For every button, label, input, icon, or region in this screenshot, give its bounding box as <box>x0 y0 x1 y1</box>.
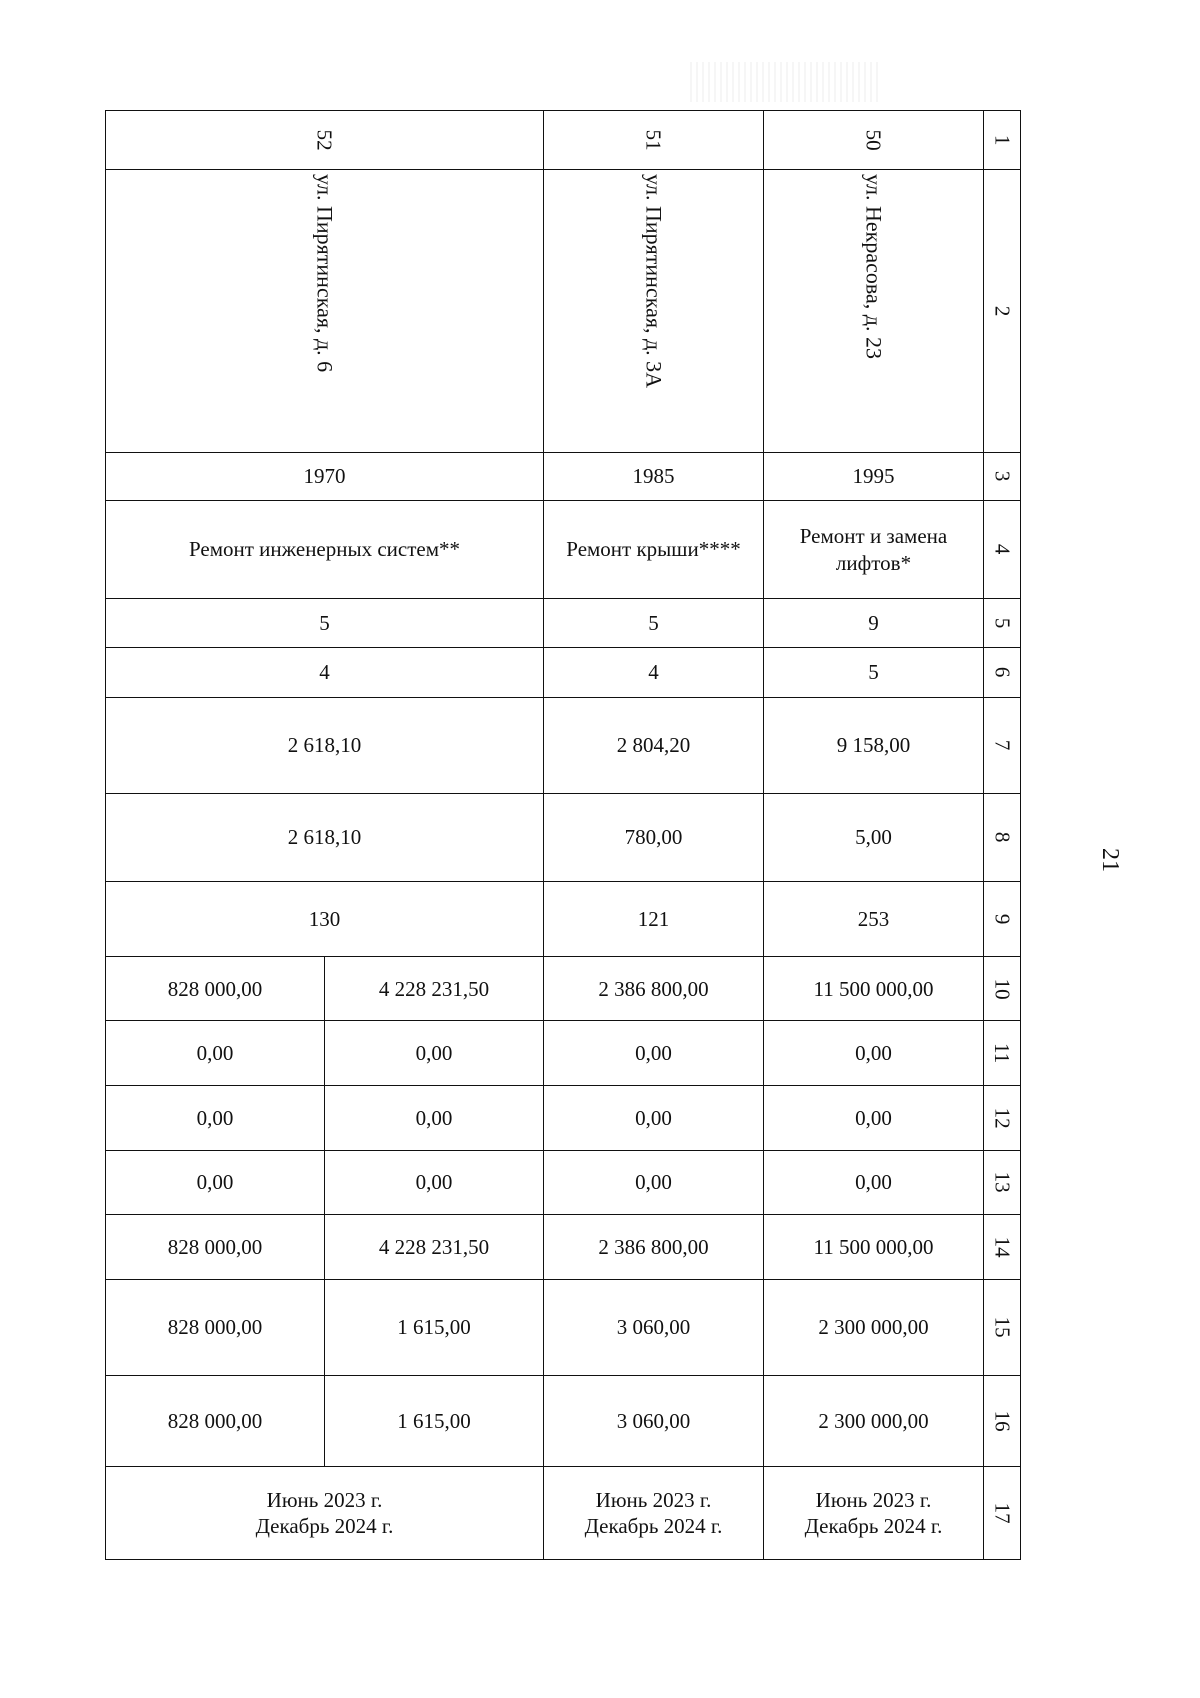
record-52-entrances: 4 <box>106 648 544 697</box>
table-row-16 <box>106 1376 1021 1467</box>
record-50-area-total: 9 158,00 <box>764 697 984 793</box>
record-51-col12: 0,00 <box>544 1086 764 1151</box>
record-52-col16-b: 1 615,00 <box>325 1376 544 1467</box>
column-number-17: 17 <box>984 1467 1021 1560</box>
record-51-year: 1985 <box>544 452 764 500</box>
page-number: 21 <box>1097 848 1123 872</box>
table-row-3 <box>106 452 1021 500</box>
record-50-work-line1: Ремонт и замена <box>799 524 948 549</box>
record-52-col12-a: 0,00 <box>106 1086 325 1151</box>
table-row-15 <box>106 1279 1021 1376</box>
table-row-8 <box>106 793 1021 882</box>
record-52-col13-b: 0,00 <box>325 1150 544 1215</box>
record-51-period-end: Декабрь 2024 г. <box>584 1514 723 1539</box>
record-51-col16: 3 060,00 <box>544 1376 764 1467</box>
record-52-period-end: Декабрь 2024 г. <box>255 1514 394 1539</box>
record-50-address: ул. Некрасова, д. 23 <box>764 170 984 452</box>
record-51-work-type: Ремонт крыши**** <box>544 501 764 599</box>
column-number-12: 12 <box>984 1086 1021 1151</box>
record-50-col16: 2 300 000,00 <box>764 1376 984 1467</box>
record-50-work-line2: лифтов* <box>835 550 912 575</box>
record-50-period <box>764 1467 984 1560</box>
record-50-period-start: Июнь 2023 г. <box>815 1487 932 1512</box>
record-52-period-start: Июнь 2023 г. <box>266 1487 383 1512</box>
record-52-area-work: 2 618,10 <box>106 793 544 882</box>
record-50-col12: 0,00 <box>764 1086 984 1151</box>
record-50-entrances: 5 <box>764 648 984 697</box>
record-52-area-total: 2 618,10 <box>106 697 544 793</box>
record-52-address: ул. Пирятинская, д. 6 <box>106 170 544 452</box>
record-50-col13: 0,00 <box>764 1150 984 1215</box>
table-row-17 <box>106 1467 1021 1560</box>
table-row-14 <box>106 1215 1021 1280</box>
record-52-floors: 5 <box>106 599 544 648</box>
scan-artifact <box>690 62 880 102</box>
record-51-cost-total: 2 386 800,00 <box>544 956 764 1021</box>
record-52-cost-total-a: 828 000,00 <box>106 956 325 1021</box>
record-51-area-total: 2 804,20 <box>544 697 764 793</box>
record-50-area-work: 5,00 <box>764 793 984 882</box>
table-row-2 <box>106 170 1021 452</box>
column-number-2: 2 <box>984 170 1021 452</box>
record-51-period-start: Июнь 2023 г. <box>595 1487 712 1512</box>
record-52-residents: 130 <box>106 882 544 957</box>
table-row-6 <box>106 648 1021 697</box>
table-row-9 <box>106 882 1021 957</box>
record-52-col15-b: 1 615,00 <box>325 1279 544 1376</box>
record-52-col11-b: 0,00 <box>325 1021 544 1086</box>
record-51-col11: 0,00 <box>544 1021 764 1086</box>
column-number-6: 6 <box>984 648 1021 697</box>
table-row-12 <box>106 1086 1021 1151</box>
record-51-col14: 2 386 800,00 <box>544 1215 764 1280</box>
table-row-10 <box>106 956 1021 1021</box>
table-row-4 <box>106 501 1021 599</box>
record-50-col14: 11 500 000,00 <box>764 1215 984 1280</box>
record-50-residents: 253 <box>764 882 984 957</box>
record-51-floors: 5 <box>544 599 764 648</box>
record-50-number: 50 <box>764 111 984 170</box>
record-52-col14-a: 828 000,00 <box>106 1215 325 1280</box>
record-50-period-end: Декабрь 2024 г. <box>804 1514 943 1539</box>
column-number-8: 8 <box>984 793 1021 882</box>
record-51-entrances: 4 <box>544 648 764 697</box>
record-52-col15-a: 828 000,00 <box>106 1279 325 1376</box>
record-51-col15: 3 060,00 <box>544 1279 764 1376</box>
record-50-col11: 0,00 <box>764 1021 984 1086</box>
column-number-15: 15 <box>984 1279 1021 1376</box>
column-number-11: 11 <box>984 1021 1021 1086</box>
record-51-address: ул. Пирятинская, д. 3А <box>544 170 764 452</box>
record-52-period <box>106 1467 544 1560</box>
record-52-cost-total-b: 4 228 231,50 <box>325 956 544 1021</box>
record-52-col12-b: 0,00 <box>325 1086 544 1151</box>
record-52-number: 52 <box>106 111 544 170</box>
column-number-3: 3 <box>984 452 1021 500</box>
table-row-5 <box>106 599 1021 648</box>
table-row-11 <box>106 1021 1021 1086</box>
record-50-work-type <box>764 501 984 599</box>
column-number-14: 14 <box>984 1215 1021 1280</box>
record-52-col13-a: 0,00 <box>106 1150 325 1215</box>
record-51-number: 51 <box>544 111 764 170</box>
column-number-9: 9 <box>984 882 1021 957</box>
record-50-cost-total: 11 500 000,00 <box>764 956 984 1021</box>
record-51-residents: 121 <box>544 882 764 957</box>
column-number-1: 1 <box>984 111 1021 170</box>
record-51-area-work: 780,00 <box>544 793 764 882</box>
column-number-13: 13 <box>984 1150 1021 1215</box>
column-number-10: 10 <box>984 956 1021 1021</box>
record-50-floors: 9 <box>764 599 984 648</box>
record-52-col11-a: 0,00 <box>106 1021 325 1086</box>
record-51-col13: 0,00 <box>544 1150 764 1215</box>
record-50-col15: 2 300 000,00 <box>764 1279 984 1376</box>
record-52-year: 1970 <box>106 452 544 500</box>
column-number-4: 4 <box>984 501 1021 599</box>
column-number-16: 16 <box>984 1376 1021 1467</box>
table-row-1 <box>106 111 1021 170</box>
record-50-year: 1995 <box>764 452 984 500</box>
record-52-work-type: Ремонт инженерных систем** <box>106 501 544 599</box>
housing-register-table <box>105 110 1021 1560</box>
record-51-period <box>544 1467 764 1560</box>
table-row-13 <box>106 1150 1021 1215</box>
column-number-7: 7 <box>984 697 1021 793</box>
record-52-col14-b: 4 228 231,50 <box>325 1215 544 1280</box>
table-row-7 <box>106 697 1021 793</box>
record-52-col16-a: 828 000,00 <box>106 1376 325 1467</box>
column-number-5: 5 <box>984 599 1021 648</box>
